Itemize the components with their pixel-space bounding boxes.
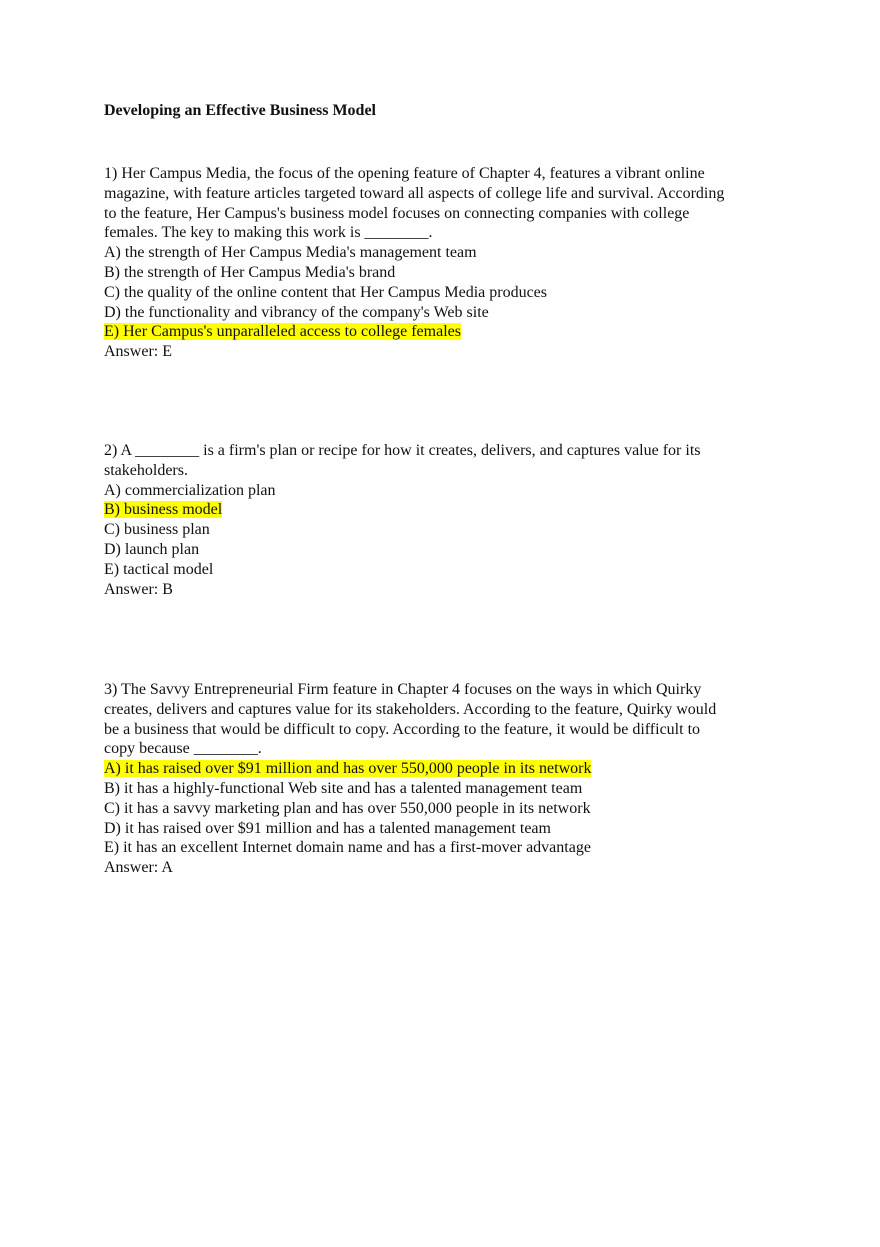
answer-option: D) the functionality and vibrancy of the company's Web site xyxy=(104,303,489,321)
question-stem-line: stakeholders. xyxy=(104,461,188,479)
highlight: E) Her Campus's unparalleled access to college females xyxy=(104,323,461,341)
question-stem-line: be a business that would be difficult to copy. According to the feature, it would be difficult to xyxy=(104,720,701,738)
answer-key: Answer: E xyxy=(104,343,172,361)
question-stem-line: 3) The Savvy Entrepreneurial Firm feature in Chapter 4 focuses on the ways in which Quirky xyxy=(104,681,702,698)
question-2 xyxy=(104,441,784,599)
answer-option: C) the quality of the online content that Her Campus Media produces xyxy=(104,283,547,301)
answer-option: D) it has raised over $91 million and has a talented management team xyxy=(104,819,551,837)
answer-option: B) the strength of Her Campus Media's brand xyxy=(104,263,396,281)
answer-key: Answer: A xyxy=(104,859,173,877)
question-stem-line: 1) Her Campus Media, the focus of the opening feature of Chapter 4, features a vibrant online xyxy=(104,165,705,182)
answer-option: C) business plan xyxy=(104,521,210,539)
question-3 xyxy=(104,680,784,878)
question-stem-line: magazine, with feature articles targeted toward all aspects of college life and survival. According xyxy=(104,184,725,202)
highlight: A) it has raised over $91 million and has over 550,000 people in its network xyxy=(104,760,592,778)
question-1 xyxy=(104,164,784,362)
answer-option: D) launch plan xyxy=(104,540,200,558)
answer-option: C) it has a savvy marketing plan and has over 550,000 people in its network xyxy=(104,799,591,817)
question-stem-line: females. The key to making this work is ________. xyxy=(104,224,433,242)
answer-option: B) it has a highly-functional Web site and has a talented management team xyxy=(104,779,583,797)
answer-option-highlighted xyxy=(104,500,784,520)
question-stem-line: creates, delivers and captures value for its stakeholders. According to the feature, Quirky would xyxy=(104,700,717,718)
answer-option: E) it has an excellent Internet domain name and has a first-mover advantage xyxy=(104,839,591,857)
answer-key: Answer: B xyxy=(104,580,173,598)
answer-option: E) tactical model xyxy=(104,560,214,578)
question-stem-line: to the feature, Her Campus's business model focuses on connecting companies with college xyxy=(104,204,690,222)
question-stem-line: copy because ________. xyxy=(104,740,262,758)
question-stem-line: 2) A ________ is a firm's plan or recipe for how it creates, delivers, and captures value for its xyxy=(104,442,701,459)
answer-option: A) commercialization plan xyxy=(104,481,276,499)
answer-option-highlighted xyxy=(104,322,784,342)
answer-option-highlighted xyxy=(104,759,784,779)
answer-option: A) the strength of Her Campus Media's management team xyxy=(104,244,477,262)
highlight: B) business model xyxy=(104,501,223,519)
page-title: Developing an Effective Business Model xyxy=(104,102,376,119)
